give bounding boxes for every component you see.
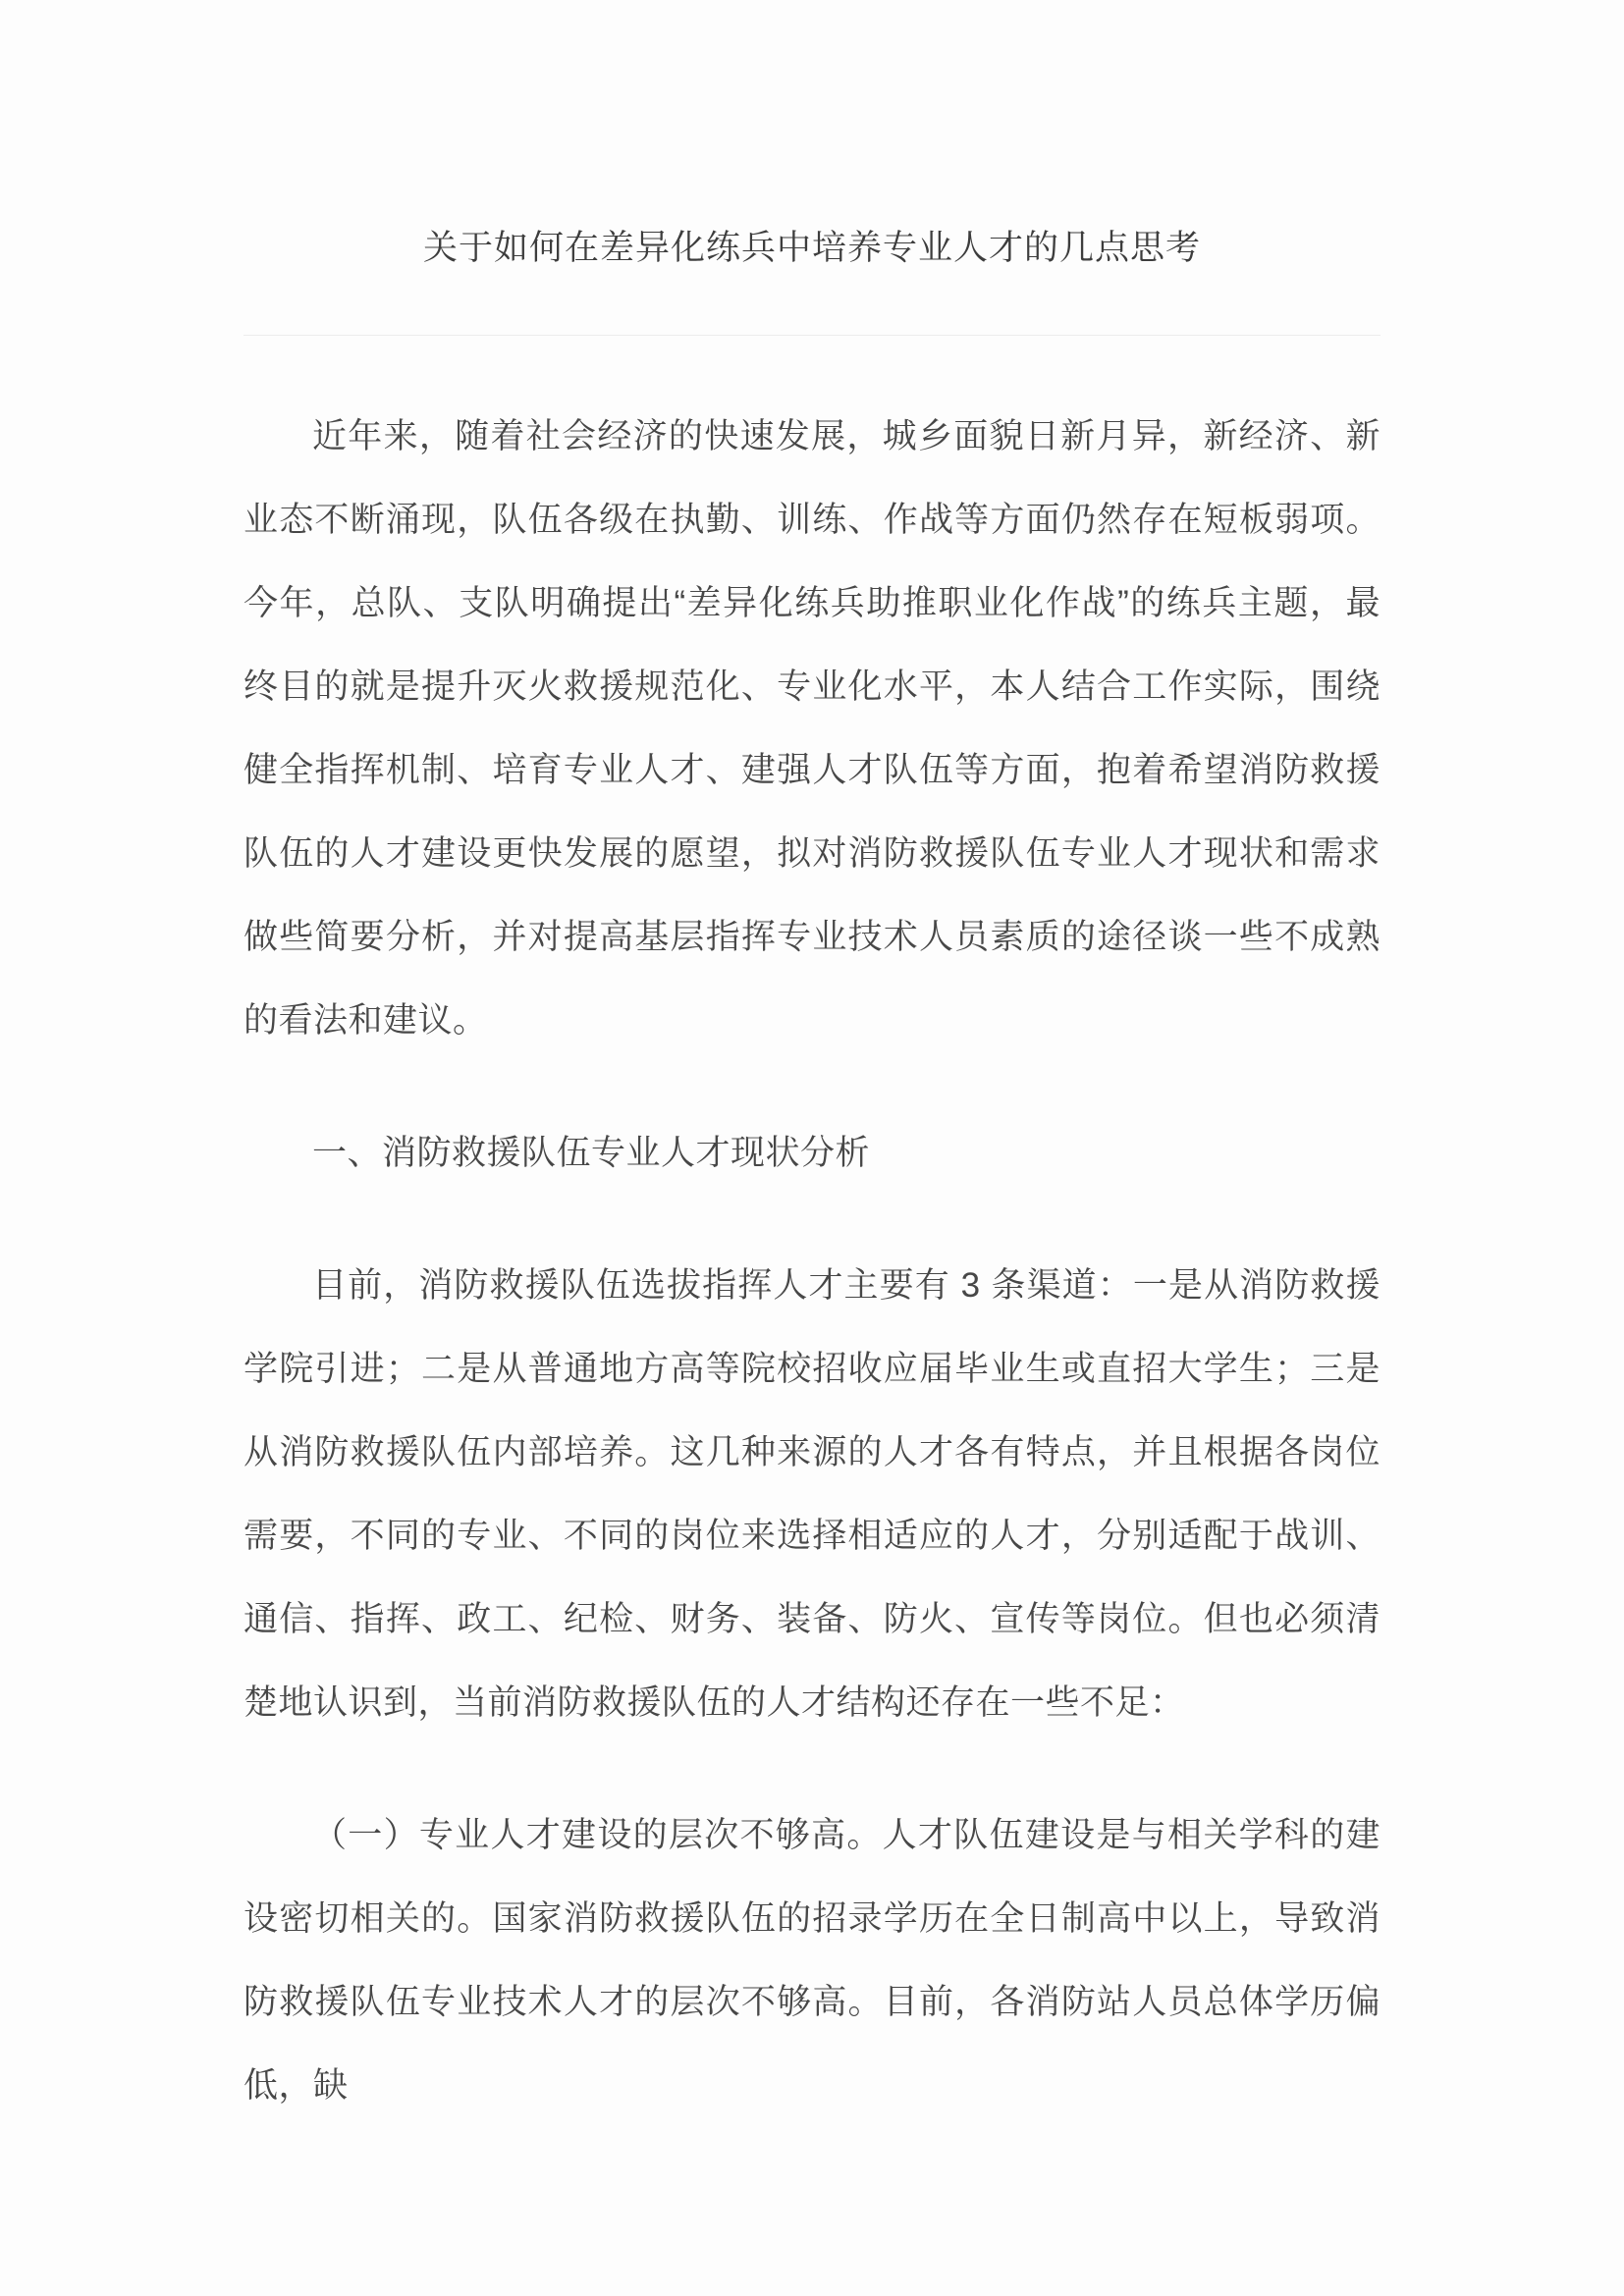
- paragraph-talent-channels: 目前，消防救援队伍选拔指挥人才主要有 3 条渠道：一是从消防救援学院引进；二是从普通地方高等院校招收应届毕业生或直招大学生；三是从消防救援队伍内部培养。这几种来源的人才各有特点，并且根据各岗位需要，不同的专业、不同的岗位来选择相适应的人才，分别适配于战训、通信、指挥、政工、纪检、财务、装备、防火、宣传等岗位。但也必须清楚地认识到，当前消防救援队伍的人才结构还存在一些不足：: [244, 1266, 1380, 1722]
- title-divider: [244, 335, 1380, 336]
- document-title: 关于如何在差异化练兵中培养专业人才的几点思考: [422, 229, 1201, 267]
- paragraph-introduction: 近年来，随着社会经济的快速发展，城乡面貌日新月异，新经济、新业态不断涌现，队伍各级在执勤、训练、作战等方面仍然存在短板弱项。今年，总队、支队明确提出“差异化练兵助推职业化作战”的练兵主题，最终目的就是提升灭火救援规范化、专业化水平，本人结合工作实际，围绕健全指挥机制、培育专业人才、建强人才队伍等方面，抱着希望消防救援队伍的人才建设更快发展的愿望，拟对消防救援队伍专业人才现状和需求做些简要分析，并对提高基层指挥专业技术人员素质的途径谈一些不成熟的看法和建议。: [244, 417, 1380, 1040]
- document-body: [244, 395, 1380, 2127]
- section-heading-current-status-analysis: 一、消防救援队伍专业人才现状分析: [312, 1134, 871, 1172]
- paragraph-point-one-talent-level: （一）专业人才建设的层次不够高。人才队伍建设是与相关学科的建设密切相关的。国家消防救援队伍的招录学历在全日制高中以上，导致消防救援队伍专业技术人才的层次不够高。目前，各消防站人员总体学历偏低，缺: [244, 1816, 1380, 2105]
- document-content: [244, 0, 1380, 2127]
